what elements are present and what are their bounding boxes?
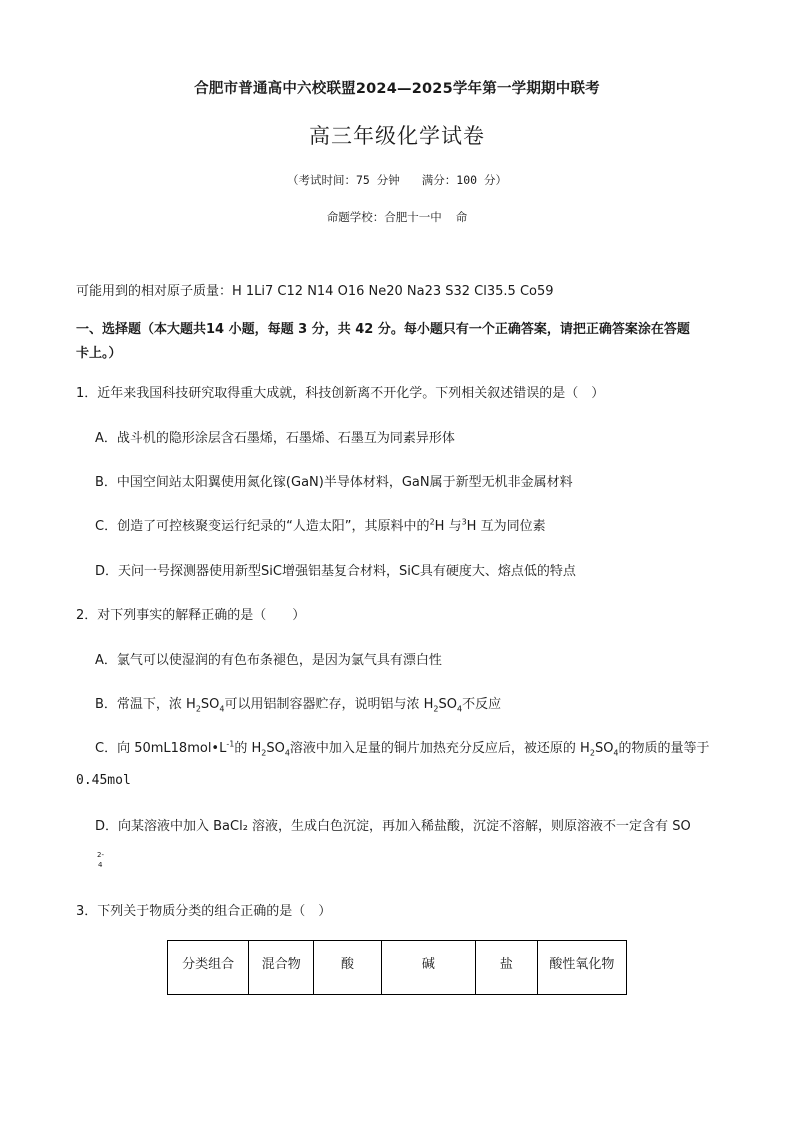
- q2-option-d: D．向某溶液中加入 BaCl₂ 溶液，生成白色沉淀，再加入稀盐酸，沉淀不溶解，则原溶液不一定含有 SO: [95, 819, 691, 834]
- school-tail: 命: [455, 210, 468, 224]
- table-header-cell: 酸性氧化物: [537, 941, 626, 995]
- q2-option-c-cont: 0.45mol: [76, 773, 131, 788]
- q3-stem: 3．下列关于物质分类的组合正确的是（ ）: [76, 904, 332, 919]
- exam-subtitle: 高三年级化学试卷: [309, 124, 485, 148]
- q2-option-a: A．氯气可以使湿润的有色布条褪色，是因为氯气具有漂白性: [95, 653, 442, 668]
- q2-d-subscript: 4: [98, 861, 103, 869]
- atomic-mass-line: 可能用到的相对原子质量：H 1Li7 C12 N14 O16 Ne20 Na23 S32 Cl35.5 Co59: [76, 284, 554, 299]
- q2-option-b: B．常温下，浓 $H_2SO_4$可以用铝制容器贮存，说明铝与浓 $H_2SO_4$不反应: [95, 697, 502, 714]
- exam-time: （考试时间：75 分钟: [287, 173, 400, 187]
- exam-info: [0, 172, 794, 188]
- school-line: [0, 209, 794, 225]
- school-label: 命题学校：合肥十一中: [326, 210, 442, 224]
- table-header-cell: 混合物: [249, 941, 314, 995]
- q1-stem: 1．近年来我国科技研究取得重大成就，科技创新离不开化学。下列相关叙述错误的是（ ）: [76, 386, 605, 401]
- q1-option-a: A．战斗机的隐形涂层含石墨烯，石墨烯、石墨互为同素异形体: [95, 431, 455, 446]
- q1-option-d: D．天问一号探测器使用新型SiC增强铝基复合材料，SiC具有硬度大、熔点低的特点: [95, 564, 576, 579]
- exam-title: 合肥市普通高中六校联盟2024—2025学年第一学期期中联考: [194, 81, 600, 97]
- table-header-cell: 碱: [381, 941, 475, 995]
- q2-d-charge: 2-: [97, 851, 104, 859]
- q2-option-c: C．向 $50mL18mol•L^{-1}$的 $H_2SO_4$溶液中加入足量的铜片加热充分反应后，被还原的 $H_2SO_4$的物质的量等于: [95, 739, 710, 758]
- table-header-cell: 酸: [314, 941, 382, 995]
- q2-stem: 2．对下列事实的解释正确的是（ ）: [76, 608, 306, 623]
- q1-option-c: C．创造了可控核聚变运行纪录的“人造太阳”，其原料中的$^2$H 与$^3$H 互为同位素: [95, 517, 546, 534]
- section-heading-cont: 卡上。）: [76, 346, 122, 361]
- table-header-cell: 盐: [475, 941, 537, 995]
- classification-table: [167, 940, 627, 995]
- q1-option-b: B．中国空间站太阳翼使用氮化镓(GaN)半导体材料，GaN属于新型无机非金属材料: [95, 475, 573, 490]
- table-header-cell: 分类组合: [168, 941, 249, 995]
- section-heading: 一、选择题（本大题共14 小题，每题 3 分，共 42 分。每小题只有一个正确答案，请把正确答案涂在答题: [76, 322, 690, 337]
- full-score: 满分：100 分）: [421, 173, 507, 187]
- table-header-row: [168, 941, 627, 995]
